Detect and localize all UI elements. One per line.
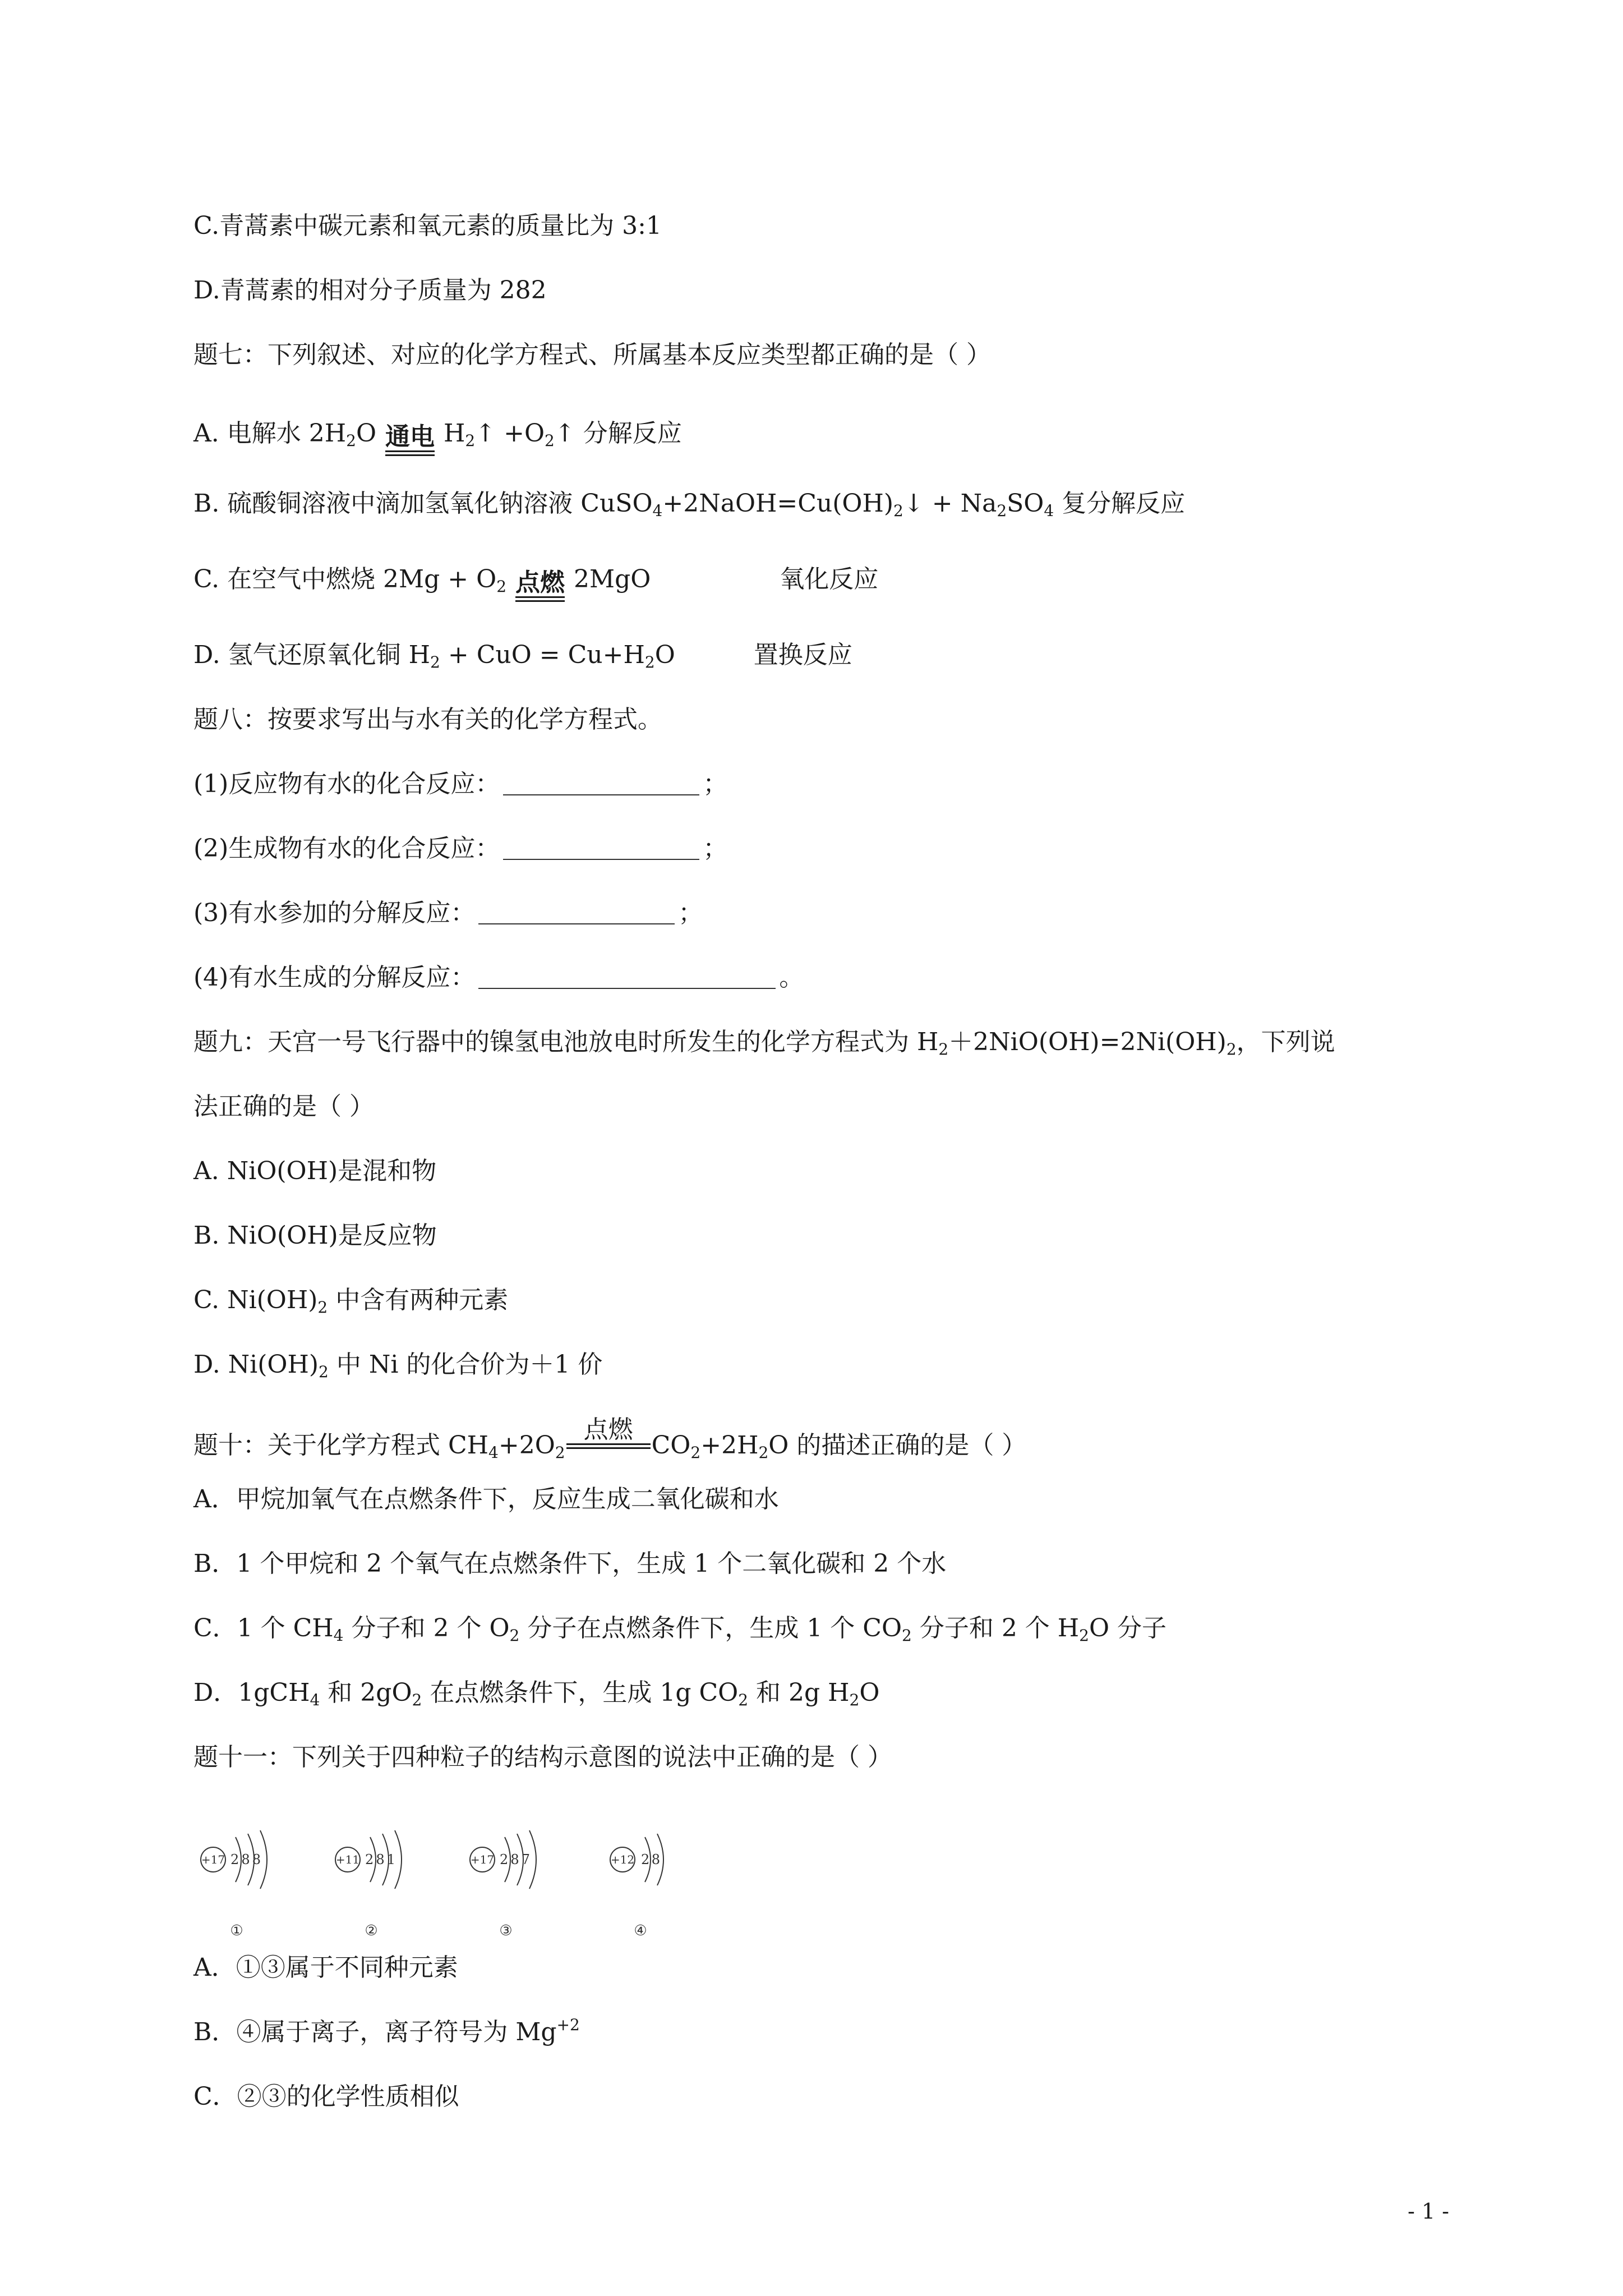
svg-text:2 8 1: 2 8 1 (365, 1852, 395, 1867)
question-9-option-b: B. NiO(OH)是反应物 (193, 1221, 437, 1250)
line-option-d-molecular-mass: D.青蒿素的相对分子质量为 282 (193, 276, 547, 305)
question-8-item-4: (4)有水生成的分解反应： 。 (193, 963, 804, 992)
svg-text:②: ② (365, 1922, 378, 1939)
question-11-option-c: C．②③的化学性质相似 (193, 2082, 459, 2111)
condition-ignite: 点燃 (566, 1416, 651, 1449)
answer-blank[interactable] (478, 904, 675, 924)
answer-blank[interactable] (503, 775, 699, 795)
svg-text:+12: +12 (610, 1853, 635, 1866)
question-8-stem: 题八：按要求写出与水有关的化学方程式。 (193, 705, 662, 734)
question-7-stem: 题七：下列叙述、对应的化学方程式、所属基本反应类型都正确的是（ ） (193, 341, 991, 369)
answer-blank[interactable] (478, 969, 776, 989)
condition-electrolysis: 通电 (385, 424, 435, 456)
question-7-option-b: B. 硫酸铜溶液中滴加氢氧化钠溶液 $CuSO_4+2NaOH=Cu(OH)_2↓ + Na_2SO_4$ 复分解反应 (193, 489, 1186, 520)
atom-diagram-1 (201, 1830, 267, 1939)
atomic-structure-diagrams (193, 1818, 810, 1939)
question-10-option-c: C．1 个 $CH_4$ 分子和 2 个 $O_2$ 分子在点燃条件下，生成 1 个 $CO_2$ 分子和 2 个 $H_2O$ 分子 (193, 1614, 1167, 1645)
svg-text:③: ③ (499, 1922, 513, 1939)
svg-text:2 8 7: 2 8 7 (500, 1852, 530, 1867)
question-11-option-b: B．④属于离子，离子符号为 $Mg^{+2}$ (193, 2016, 580, 2046)
question-10-option-b: B．1 个甲烷和 2 个氧气在点燃条件下，生成 1 个二氧化碳和 2 个水 (193, 1549, 947, 1578)
question-7-option-a: A. 电解水 $2H_2O$ 通电 $H_2↑$ $+O_2↑$ 分解反应 (193, 418, 682, 456)
svg-text:+17: +17 (201, 1853, 225, 1866)
condition-ignite: 点燃 (515, 569, 565, 602)
atom-diagram-2 (335, 1830, 402, 1939)
question-9-stem: 题九：天宫一号飞行器中的镍氢电池放电时所发生的化学方程式为 $H_2+2NiO(OH)=2Ni(OH)_2$，下列说 (193, 1028, 1335, 1059)
question-10-stem: 题十：关于化学方程式 $CH_4+2O_2$ 点燃 $CO_2+2H_2O$ 的描述正确的是（ ） (193, 1415, 1027, 1462)
question-10-option-a: A．甲烷加氧气在点燃条件下，反应生成二氧化碳和水 (193, 1485, 779, 1513)
page-number: - 1 - (1407, 2199, 1449, 2224)
svg-text:①: ① (230, 1922, 243, 1939)
question-9-option-a: A. NiO(OH)是混和物 (193, 1157, 437, 1185)
svg-text:2 8: 2 8 (641, 1852, 660, 1867)
svg-text:④: ④ (634, 1922, 647, 1939)
question-11-stem: 题十一：下列关于四种粒子的结构示意图的说法中正确的是（ ） (193, 1743, 892, 1772)
question-8-item-3: (3)有水参加的分解反应： ； (193, 899, 703, 927)
question-8-item-1: (1)反应物有水的化合反应： ； (193, 770, 728, 798)
question-7-option-d: D. 氢气还原氧化铜 $H_2$ + CuO = $Cu+H_2O$ 置换反应 (193, 641, 852, 671)
question-10-option-d: D．1gCH$_4$ 和 $2gO_2$ 在点燃条件下，生成 1g $CO_2$ 和 2g $H_2O$ (193, 1678, 880, 1709)
question-9-option-c: C. $Ni(OH)_2$ 中含有两种元素 (193, 1286, 509, 1317)
question-9-stem-continued: 法正确的是（ ） (193, 1092, 374, 1121)
question-11-option-a: A．①③属于不同种元素 (193, 1953, 458, 1982)
atom-diagram-3 (470, 1830, 536, 1939)
svg-text:+17: +17 (470, 1853, 495, 1866)
line-option-c-carbon-oxygen: C.青蒿素中碳元素和氧元素的质量比为 3:1 (193, 211, 662, 240)
answer-blank[interactable] (503, 840, 699, 860)
atom-diagram-4 (610, 1834, 663, 1939)
question-7-option-c: C. 在空气中燃烧 $2Mg + O_2$ 点燃 2MgO 氧化反应 (193, 564, 878, 602)
question-9-option-d: D. $Ni(OH)_2$ 中 Ni 的化合价为＋1 价 (193, 1350, 603, 1381)
svg-text:2 8 8: 2 8 8 (230, 1852, 261, 1867)
question-8-item-2: (2)生成物有水的化合反应： ； (193, 834, 728, 863)
svg-text:+11: +11 (335, 1853, 360, 1866)
